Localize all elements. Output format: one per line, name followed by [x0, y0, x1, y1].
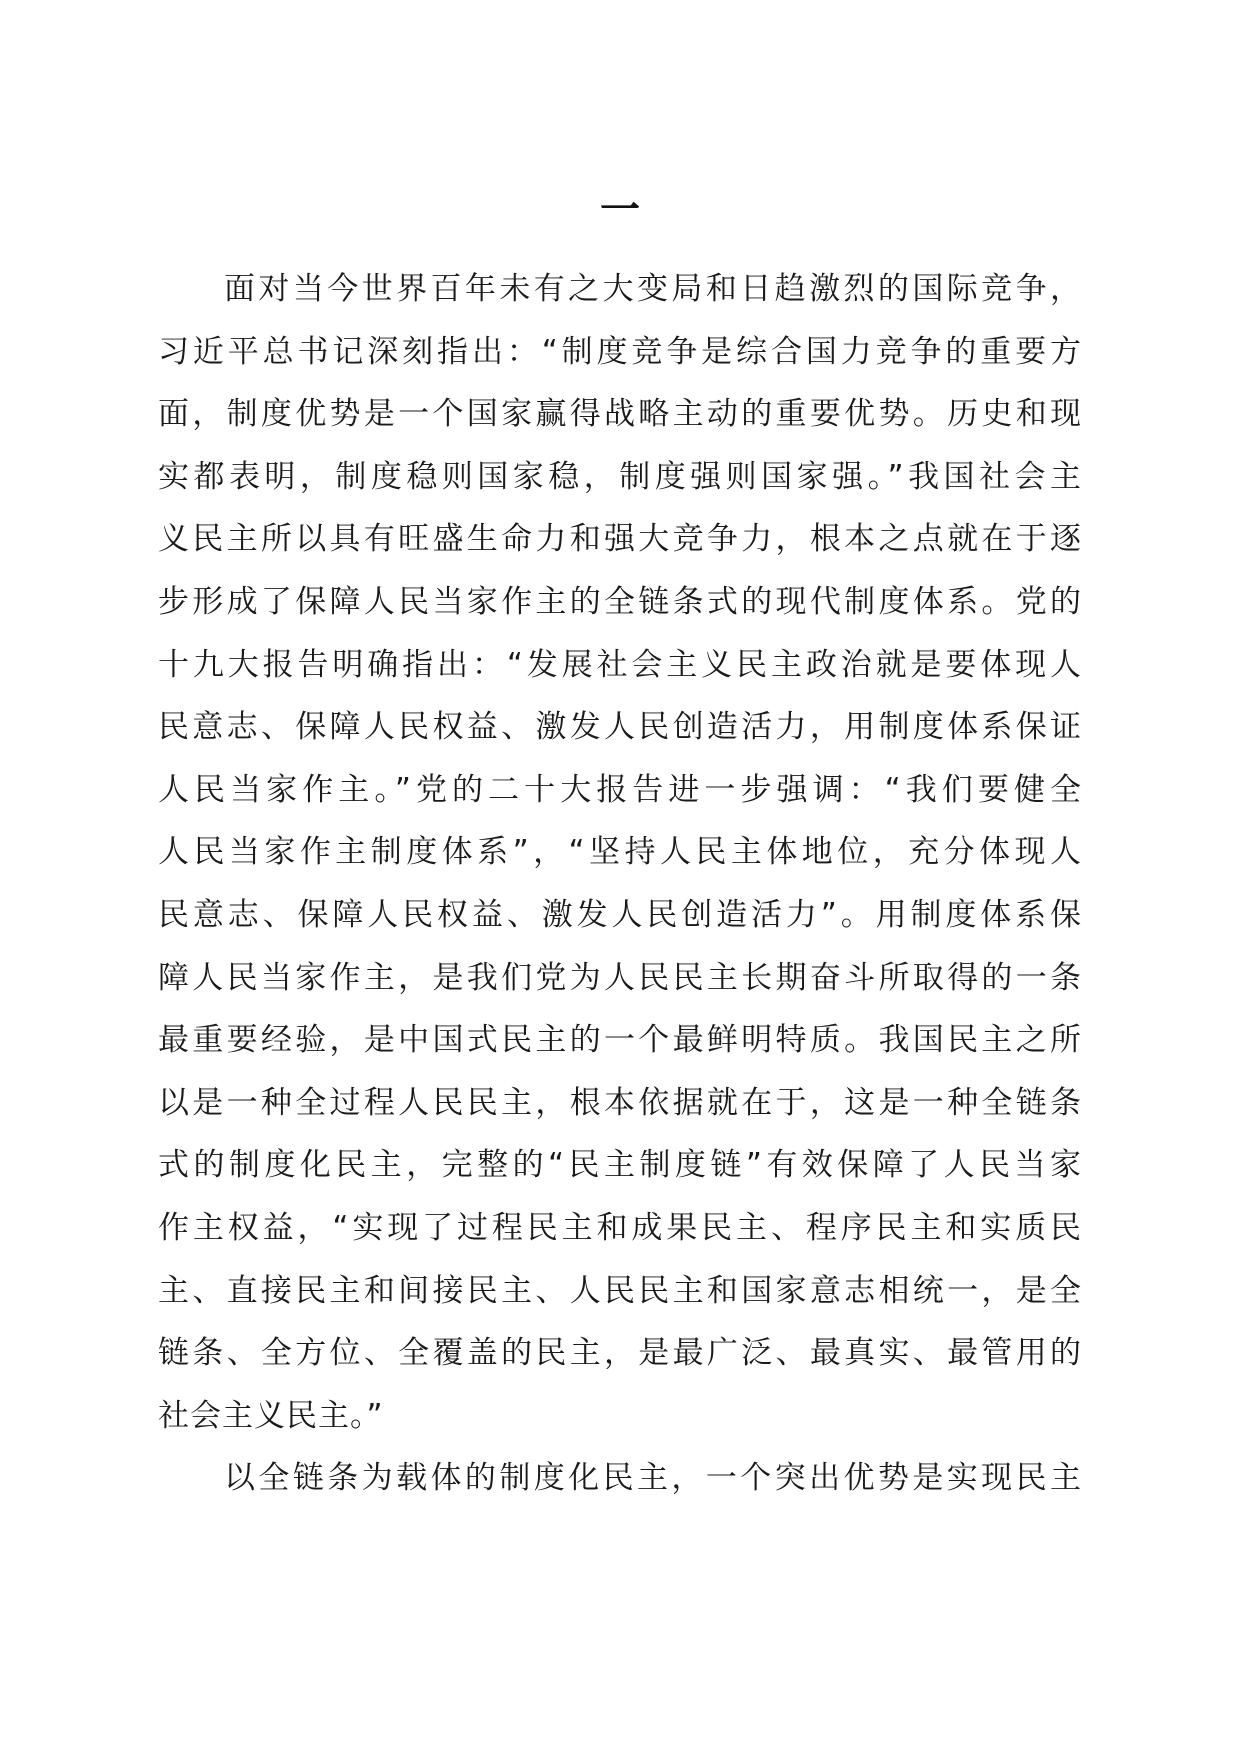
- paragraph-line: 作主权益，“实现了过程民主和成果民主、程序民主和实质民: [158, 1209, 1082, 1246]
- paragraph-line: 人民当家作主。”党的二十大报告进一步强调：“我们要健全: [158, 771, 1082, 808]
- paragraph-line: 以是一种全过程人民民主，根本依据就在于，这是一种全链条: [158, 1084, 1082, 1121]
- paragraph-line: 民意志、保障人民权益、激发人民创造活力”。用制度体系保: [158, 896, 1082, 933]
- paragraph-line: 以全链条为载体的制度化民主，一个突出优势是实现民主: [224, 1460, 1082, 1497]
- paragraph-line: 习近平总书记深刻指出：“制度竞争是综合国力竞争的重要方: [158, 333, 1082, 370]
- paragraph-line: 步形成了保障人民当家作主的全链条式的现代制度体系。党的: [158, 583, 1082, 620]
- paragraph-line: 障人民当家作主，是我们党为人民民主长期奋斗所取得的一条: [158, 959, 1082, 996]
- paragraph-line: 链条、全方位、全覆盖的民主，是最广泛、最真实、最管用的: [158, 1335, 1082, 1372]
- paragraph-2: [158, 1447, 1082, 1510]
- paragraph-line: 面，制度优势是一个国家赢得战略主动的重要优势。历史和现: [158, 396, 1082, 433]
- section-number: 一: [600, 186, 640, 233]
- paragraph-line: 主、直接民主和间接民主、人民民主和国家意志相统一，是全: [158, 1272, 1082, 1309]
- paragraph-line: 最重要经验，是中国式民主的一个最鲜明特质。我国民主之所: [158, 1022, 1082, 1059]
- paragraph-line: 式的制度化民主，完整的“民主制度链”有效保障了人民当家: [158, 1147, 1082, 1184]
- paragraph-line: 人民当家作主制度体系”，“坚持人民主体地位，充分体现人: [158, 834, 1082, 871]
- paragraph-line: 十九大报告明确指出：“发展社会主义民主政治就是要体现人: [158, 646, 1082, 683]
- paragraph-line: 面对当今世界百年未有之大变局和日趋激烈的国际竞争，: [224, 271, 1082, 307]
- paragraph-line: 义民主所以具有旺盛生命力和强大竞争力，根本之点就在于逐: [158, 521, 1082, 558]
- paragraph-line: 实都表明，制度稳则国家稳，制度强则国家强。”我国社会主: [158, 458, 1082, 495]
- paragraph-1: [158, 258, 1082, 1447]
- paragraph-line: 民意志、保障人民权益、激发人民创造活力，用制度体系保证: [158, 709, 1082, 746]
- paragraph-line: 社会主义民主。”: [158, 1397, 384, 1434]
- body-text: [158, 258, 1082, 1510]
